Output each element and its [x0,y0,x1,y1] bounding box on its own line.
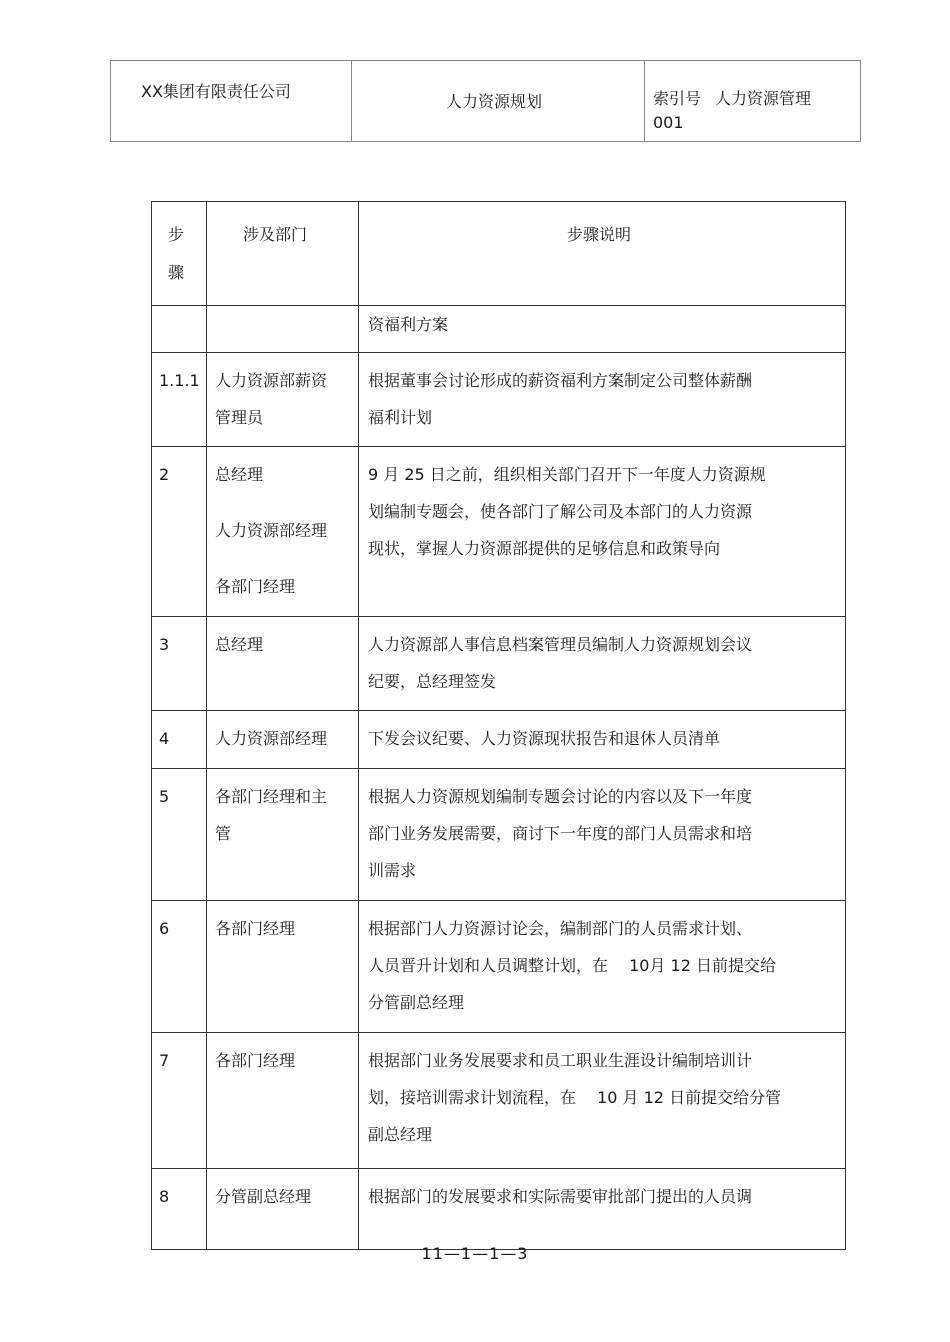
description-cell [359,617,846,711]
company-name [111,61,352,142]
header-dept-text: 涉及部门 [243,225,308,244]
table-row [152,1169,846,1250]
step-number: 4 [152,711,207,769]
continuation-row [152,306,846,353]
steps-table [151,201,846,1250]
department-cell [207,447,359,617]
description-line: 训需求 [368,861,417,880]
department-line: 管 [215,824,232,843]
index-cell [645,61,861,142]
department-line: 各部门经理和主 [215,787,328,806]
step-number: 2 [152,447,207,617]
table-header-row [152,202,846,306]
table-row [152,1033,846,1169]
step-number: 6 [152,901,207,1033]
description-cell [359,1169,846,1250]
department-cell [207,769,359,901]
description-cell [359,769,846,901]
department-cell [207,617,359,711]
table-row [152,711,846,769]
description-line: 9 月 25 日之前，组织相关部门召开下一年度人力资源规 [368,465,766,484]
table-row [152,353,846,447]
description-line: 根据部门业务发展要求和员工职业生涯设计编制培训计 [368,1051,753,1070]
page-number: 11—1—1—3 [421,1244,529,1263]
department-line: 人力资源部经理 [215,729,328,748]
index-number: 001 [653,113,684,132]
step-number: 8 [152,1169,207,1250]
header-desc [359,202,846,306]
description-line: 划，接培训需求计划流程，在 10 月 12 日前提交给分管 [368,1088,782,1107]
description-line: 划编制专题会，使各部门了解公司及本部门的人力资源 [368,502,753,521]
description-line: 根据部门人力资源讨论会，编制部门的人员需求计划、 [368,919,753,938]
department-cell [207,1033,359,1169]
description-line: 纪要，总经理签发 [368,672,497,691]
description-line: 人员晋升计划和人员调整计划，在 10月 12 日前提交给 [368,956,776,975]
continuation-text-span: 资福利方案 [368,315,449,334]
table-row [152,769,846,901]
header-step [152,202,207,306]
table-cell [207,306,359,353]
description-line: 现状，掌握人力资源部提供的足够信息和政策导向 [368,539,721,558]
department-line: 各部门经理 [215,577,296,596]
header-step-line2: 骤 [168,263,185,282]
document-title-text: 人力资源规划 [446,92,543,111]
department-line: 管理员 [215,408,264,427]
department-line: 分管副总经理 [215,1187,312,1206]
description-line: 根据董事会讨论形成的薪资福利方案制定公司整体薪酬 [368,371,753,390]
description-line: 下发会议纪要、人力资源现状报告和退休人员清单 [368,729,721,748]
department-line: 人力资源部经理 [215,521,328,540]
description-cell [359,901,846,1033]
description-cell [359,447,846,617]
description-line: 人力资源部人事信息档案管理员编制人力资源规划会议 [368,635,753,654]
step-number: 1.1.1 [152,353,207,447]
company-name-text: XX集团有限责任公司 [141,82,291,101]
description-cell [359,1033,846,1169]
document-header [110,60,861,142]
department-line: 各部门经理 [215,1051,296,1070]
department-cell [207,901,359,1033]
description-line: 副总经理 [368,1125,433,1144]
description-line: 分管副总经理 [368,993,465,1012]
description-line: 部门业务发展需要，商讨下一年度的部门人员需求和培 [368,824,753,843]
department-cell [207,711,359,769]
description-line: 根据部门的发展要求和实际需要审批部门提出的人员调 [368,1187,753,1206]
description-cell [359,711,846,769]
description-line: 根据人力资源规划编制专题会讨论的内容以及下一年度 [368,787,753,806]
header-dept [207,202,359,306]
index-label: 索引号 [653,89,702,108]
header-desc-text: 步骤说明 [567,225,632,244]
description-line: 福利计划 [368,408,433,427]
table-row [152,447,846,617]
header-step-line1: 步 [168,225,185,244]
step-number: 7 [152,1033,207,1169]
table-row [152,901,846,1033]
department-line: 人力资源部薪资 [215,371,328,390]
department-line: 各部门经理 [215,919,296,938]
document-title [352,61,645,142]
department-line: 总经理 [215,635,264,654]
department-cell [207,1169,359,1250]
department-line: 总经理 [215,465,264,484]
department-cell [207,353,359,447]
step-number: 3 [152,617,207,711]
description-cell [359,353,846,447]
step-number: 5 [152,769,207,901]
continuation-text [359,306,846,353]
table-row [152,617,846,711]
index-value: 人力资源管理 [715,89,812,108]
table-cell [152,306,207,353]
